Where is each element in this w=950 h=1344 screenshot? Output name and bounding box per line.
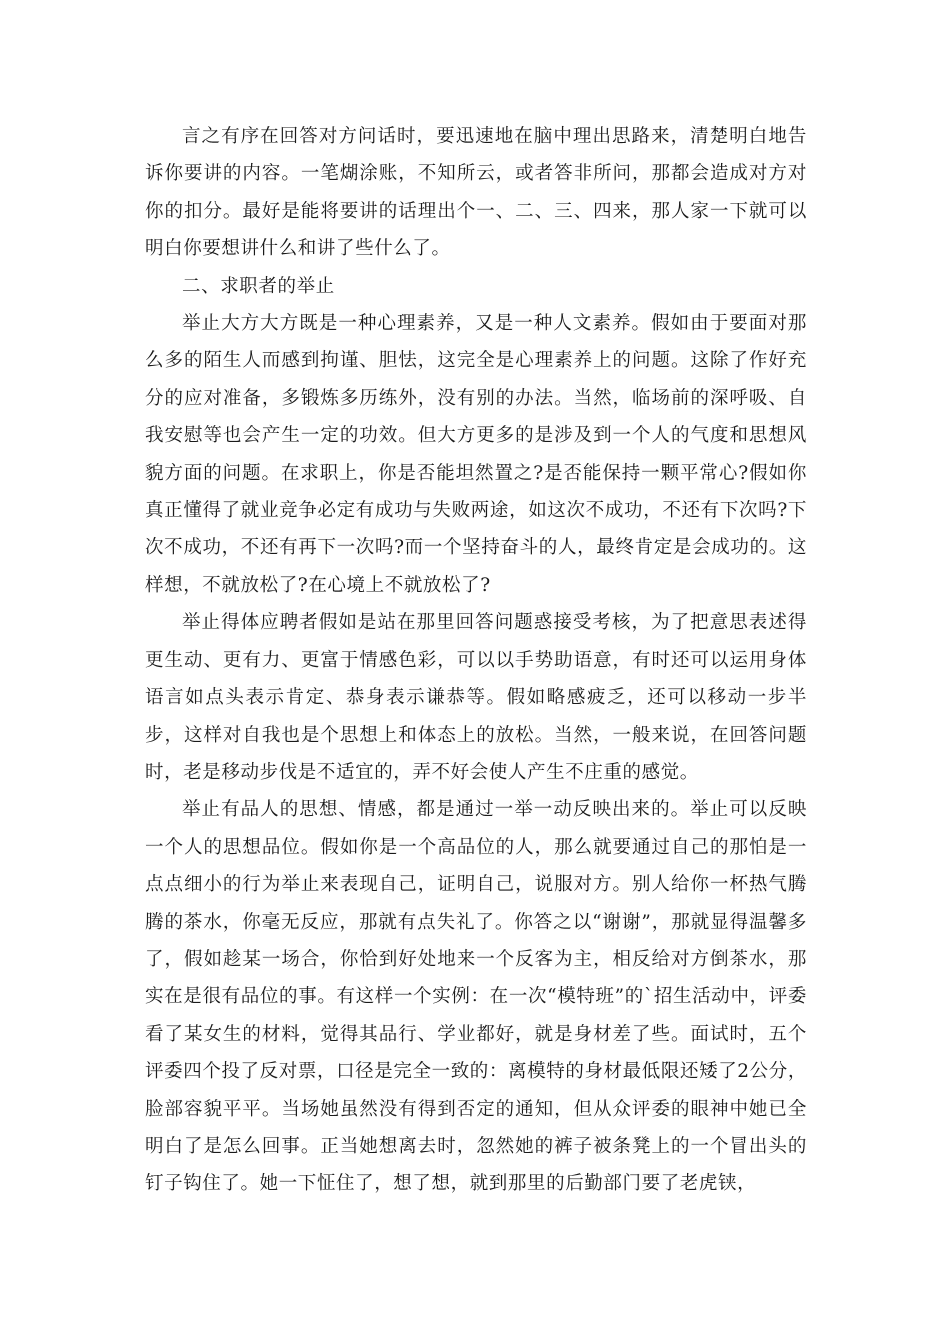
paragraph-answer-order: 言之有序在回答对方问话时，要迅速地在脑中理出思路来，清楚明白地告诉你要讲的内容。一笔煳涂账，不知所云，或者答非所问，那都会造成对方对你的扣分。最好是能将要讲的话理出个一、二、三、四来，那人家一下就可以明白你要想讲什么和讲了些什么了。 — [145, 126, 807, 260]
paragraph-demeanor-refinement: 举止有品人的思想、情感，都是通过一举一动反映出来的。举止可以反映一个人的思想品位。假如你是一个高品位的人，那么就要通过自己的那怕是一点点细小的行为举止来表现自己，证明自己，说服对方。别人给你一杯热气腾腾的茶水，你毫无反应，那就有点失礼了。你答之以“谢谢”，那就显得温馨多了，假如趁某一场合，你恰到好处地来一个反客为主，相反给对方倒茶水，那实在是很有品位的事。有这样一个实例：在一次“模特班”的`招生活动中，评委看了某女生的材料，觉得其品行、学业都好，就是身材差了些。面试时，五个评委四个投了反对票，口径是完全一致的：离模特的身材最低限还矮了2公分，脸部容貌平平。当场她虽然没有得到否定的通知，但从众评委的眼神中她已全明白了是怎么回事。正当她想离去时，忽然她的裤子被条凳上的一个冒出头的钉子钩住了。她一下怔住了，想了想，就到那里的后勤部门要了老虎铗， — [145, 799, 807, 1195]
document-body — [145, 118, 807, 1203]
paragraph-demeanor-appropriate: 举止得体应聘者假如是站在那里回答问题惑接受考核，为了把意思表述得更生动、更有力、更富于情感色彩，可以以手势助语意，有时还可以运用身体语言如点头表示肯定、恭身表示谦恭等。假如略感疲乏，还可以移动一步半步，这样对自我也是个思想上和体态上的放松。当然，一般来说，在回答问题时，老是移动步伐是不适宜的，弄不好会使人产生不庄重的感觉。 — [145, 612, 807, 783]
section-heading-conduct: 二、求职者的举止 — [182, 275, 335, 297]
paragraph-demeanor-poise: 举止大方大方既是一种心理素养，又是一种人文素养。假如由于要面对那么多的陌生人而感到拘谨、胆怯，这完全是心理素养上的问题。这除了作好充分的应对准备，多锻炼多历练外，没有别的办法。当然，临场前的深呼吸、自我安慰等也会产生一定的功效。但大方更多的是涉及到一个人的气度和思想风貌方面的问题。在求职上，你是否能坦然置之?是否能保持一颗平常心?假如你真正懂得了就业竞争必定有成功与失败两途，如这次不成功，不还有下次吗?下次不成功，不还有再下一次吗?而一个坚持奋斗的人，最终肯定是会成功的。这样想，不就放松了?在心境上不就放松了? — [145, 313, 807, 596]
